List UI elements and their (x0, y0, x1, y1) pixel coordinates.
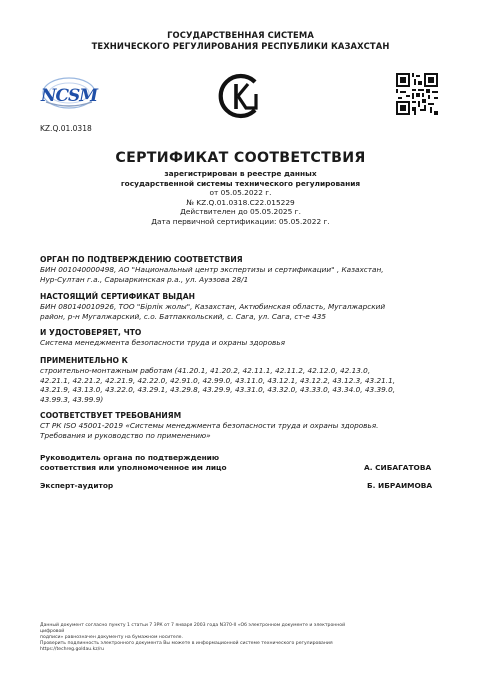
qr-code-icon (396, 73, 438, 115)
issued-to-line-1: БИН 080140010926, ТОО "Бірлік жолы", Казахстан, Актюбинская область, Мугалжарский (40, 302, 386, 311)
applicable-line-4: 43.99.3, 43.99.9) (40, 394, 104, 404)
registration-block (0, 169, 481, 227)
applicable-heading: ПРИМЕНИТЕЛЬНО К (40, 356, 128, 365)
head-name: А. СИБАГАТОВА (364, 463, 432, 472)
conformity-mark-ks-icon (215, 72, 263, 120)
first-certification-date: Дата первичной сертификации: 05.05.2022 г. (151, 216, 330, 226)
section-organ (40, 255, 446, 284)
applicable-line-3: 43.21.9, 43.13.0, 43.22.0, 43.29.1, 43.29.8, 43.29.9, 43.31.0, 43.32.0, 43.33.0, 43.34.0, 43.39.0, (40, 385, 396, 395)
footer-link[interactable]: https://techreg.goldau.kz/ru (40, 646, 105, 652)
registration-line-2: государственной системы технического регулирования (120, 178, 361, 188)
requirements-line-1: СТ РК ISO 45001-2019 «Системы менеджмента безопасности труда и охраны здоровья. (40, 421, 379, 430)
certifies-heading: И УДОСТОВЕРЯЕТ, ЧТО (40, 328, 142, 337)
registration-line-1: зарегистрирован в реестре данных (164, 169, 317, 178)
issuer-header (0, 30, 481, 52)
footer-line-1: Данный документ согласно пункту 1 статьи 7 ЗРК от 7 января 2003 года N370-II «Об электронном документе и электронной цифровой (40, 623, 346, 634)
legal-footer (40, 623, 370, 653)
header-line-1: ГОСУДАРСТВЕННАЯ СИСТЕМА (167, 30, 314, 40)
certificate-title: СЕРТИФИКАТ СООТВЕТСТВИЯ (115, 150, 366, 166)
section-requirements (40, 411, 446, 440)
requirements-heading: СООТВЕТСТВУЕТ ТРЕБОВАНИЯМ (40, 411, 182, 420)
accreditation-number: KZ.Q.01.0318 (40, 124, 92, 133)
organ-heading: ОРГАН ПО ПОДТВЕРЖДЕНИЮ СООТВЕТСТВИЯ (40, 255, 243, 264)
registration-date: от 05.05.2022 г. (209, 188, 272, 198)
ncsm-logo-text: NCSM (40, 86, 98, 106)
requirements-line-2: Требования и руководство по применению» (40, 430, 211, 440)
organ-line-2: Нур-Султан г.а., Сарыаркинская р.а., ул. Ауэзова 28/1 (40, 274, 249, 284)
issued-to-heading: НАСТОЯЩИЙ СЕРТИФИКАТ ВЫДАН (40, 292, 196, 301)
certifies-line-1: Система менеджмента безопасности труда и охраны здоровья (40, 338, 286, 347)
issued-to-line-2: район, р-н Мугалжарский, с.о. Батпаккольский, с. Сага, ул. Сага, ст-е 435 (40, 311, 326, 321)
organ-line-1: БИН 001040000498, АО "Национальный центр экспертизы и сертификации" , Казахстан, (40, 265, 384, 274)
footer-line-2: подписи» равнозначен документу на бумажном носителе. (40, 634, 183, 640)
header-line-2: ТЕХНИЧЕСКОГО РЕГУЛИРОВАНИЯ РЕСПУБЛИКИ КАЗАХСТАН (91, 41, 390, 51)
ncsm-logo-icon (40, 74, 98, 112)
valid-until: Действителен до 05.05.2025 г. (180, 207, 301, 217)
applicable-line-2: 42.21.1, 42.21.2, 42.21.9, 42.22.0, 42.91.0, 42.99.0, 43.11.0, 43.12.1, 43.12.2, 43.12.3, 43.21.1, (40, 375, 396, 385)
expert-label: Эксперт-аудитор (40, 481, 114, 490)
section-issued-to (40, 292, 446, 321)
section-certifies (40, 328, 446, 348)
head-label-line-1: Руководитель органа по подтверждению (40, 453, 220, 462)
certificate-number: № KZ.Q.01.0318.C22.015229 (186, 197, 295, 207)
section-applicable (40, 356, 446, 404)
expert-name: Б. ИБРАИМОВА (367, 481, 433, 490)
applicable-line-1: строительно-монтажным работам (41.20.1, 41.20.2, 42.11.1, 42.11.2, 42.12.0, 42.13.0, (40, 366, 371, 375)
footer-line-3: Проверить подлинность электронного документа Вы можете в информационной системе технического регулирования (40, 640, 333, 646)
head-label-line-2: соответствия или уполномоченное им лицо (40, 463, 227, 472)
